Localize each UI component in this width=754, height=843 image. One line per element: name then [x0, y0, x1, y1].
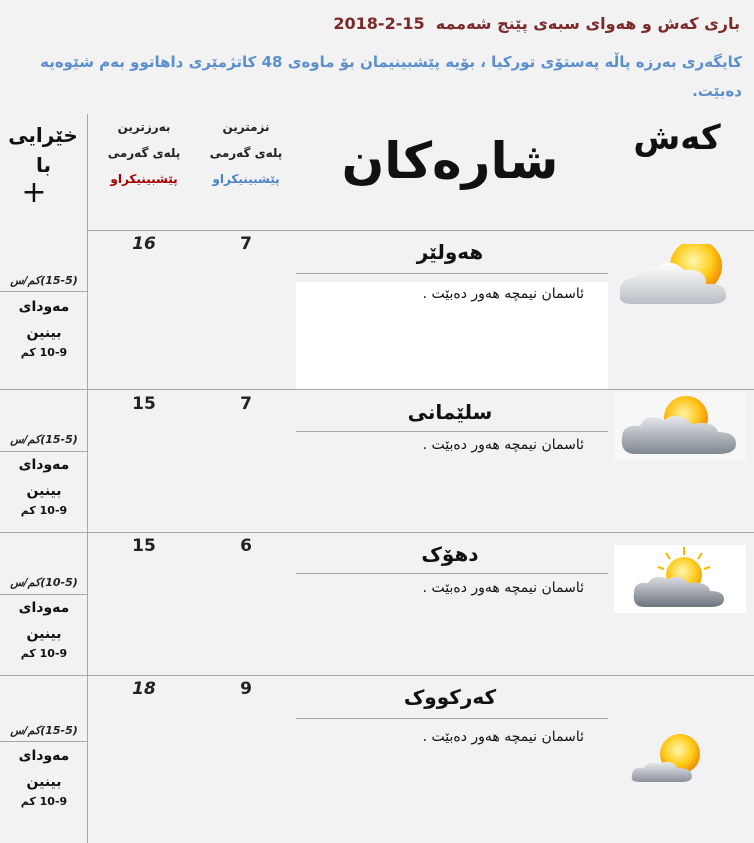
visibility-label-line2: بینین: [26, 626, 62, 642]
sun-behind-cloud-icon: [614, 545, 746, 613]
grid-line: [0, 675, 754, 676]
column-header-max-temp: [94, 114, 194, 192]
max-temp-value: 15: [132, 536, 156, 556]
visibility-label-line1: مەودای: [18, 457, 70, 473]
city-name: دهۆک: [421, 542, 479, 566]
column-header-cities: شارەکان: [341, 132, 559, 190]
city-name: کەرکووک: [403, 685, 497, 709]
visibility-cell: [0, 452, 88, 517]
wind-speed-value: (10-5)کم/س: [10, 576, 78, 589]
partly-cloudy-sun-icon: [614, 244, 746, 306]
visibility-label-line2: بینین: [26, 483, 62, 499]
city-name: هەولێر: [416, 240, 484, 264]
weather-description: ئاسمان نیمچە هەور دەبێت .: [422, 580, 584, 596]
min-temp-value: 7: [240, 234, 252, 254]
visibility-cell: [0, 294, 88, 359]
plus-icon: +: [21, 175, 47, 210]
grid-line: [296, 573, 608, 574]
wind-header-line1: خێرایی: [8, 123, 78, 147]
weather-description: ئاسمان نیمچە هەور دەبێت .: [422, 286, 584, 302]
title-date: 2018-2-15: [333, 14, 425, 33]
intro-text: کایگەری بەرزە پاڵە پەستۆی تورکیا ، بۆیە پێشبینیمان بۆ ماوەی 48 کاتژمێری داهاتوو بەم شێوەیە دەبێت.: [40, 53, 742, 100]
wind-speed-value: (15-5)کم/س: [10, 724, 78, 737]
max-temp-value: 18: [132, 679, 156, 699]
city-name: سلێمانی: [407, 400, 493, 424]
weather-description: ئاسمان نیمچە هەور دەبێت .: [422, 729, 584, 745]
grid-line: [0, 389, 754, 390]
min-header-line3: پێشبینیکراو: [212, 172, 280, 186]
grid-line: [296, 718, 608, 719]
visibility-label-line1: مەودای: [18, 299, 70, 315]
visibility-label-line1: مەودای: [18, 600, 70, 616]
max-temp-value: 15: [132, 394, 156, 414]
column-header-min-temp: [196, 114, 296, 192]
min-header-line2: پلەی گەرمی: [209, 146, 283, 160]
weather-description: ئاسمان نیمچە هەور دەبێت .: [422, 437, 584, 453]
column-header-wind: [0, 118, 86, 208]
grid-line: [0, 532, 754, 533]
visibility-label-line2: بینین: [26, 774, 62, 790]
min-temp-value: 9: [240, 679, 252, 699]
grid-line: [0, 741, 88, 742]
max-temp-value: 16: [132, 234, 156, 254]
grid-line: [296, 273, 608, 274]
grid-line: [87, 230, 754, 231]
min-temp-value: 7: [240, 394, 252, 414]
cloudy-sun-icon: [614, 392, 746, 460]
visibility-label-line1: مەودای: [18, 748, 70, 764]
wind-header-line2: با: [36, 153, 52, 177]
max-header-line3: پێشبینیکراو: [110, 172, 178, 186]
title-text: باری کەش و هەوای سبەی پێنج شەممە: [435, 14, 740, 33]
sun-small-cloud-icon: [624, 732, 724, 788]
grid-line: [0, 291, 88, 292]
visibility-value: 10-9 کم: [20, 504, 68, 517]
max-header-line1: بەرزترین: [117, 120, 171, 134]
grid-line: [296, 431, 608, 432]
page-title: [300, 14, 740, 38]
wind-speed-value: (15-5)کم/س: [10, 433, 78, 446]
visibility-value: 10-9 کم: [20, 346, 68, 359]
min-temp-value: 6: [240, 536, 252, 556]
visibility-cell: [0, 743, 88, 808]
visibility-value: 10-9 کم: [20, 795, 68, 808]
max-header-line2: پلەی گەرمی: [107, 146, 181, 160]
visibility-cell: [0, 595, 88, 660]
visibility-value: 10-9 کم: [20, 647, 68, 660]
visibility-label-line2: بینین: [26, 325, 62, 341]
column-header-weather: کەش: [633, 118, 721, 158]
min-header-line1: نزمترین: [222, 120, 270, 134]
wind-speed-value: (15-5)کم/س: [10, 274, 78, 287]
